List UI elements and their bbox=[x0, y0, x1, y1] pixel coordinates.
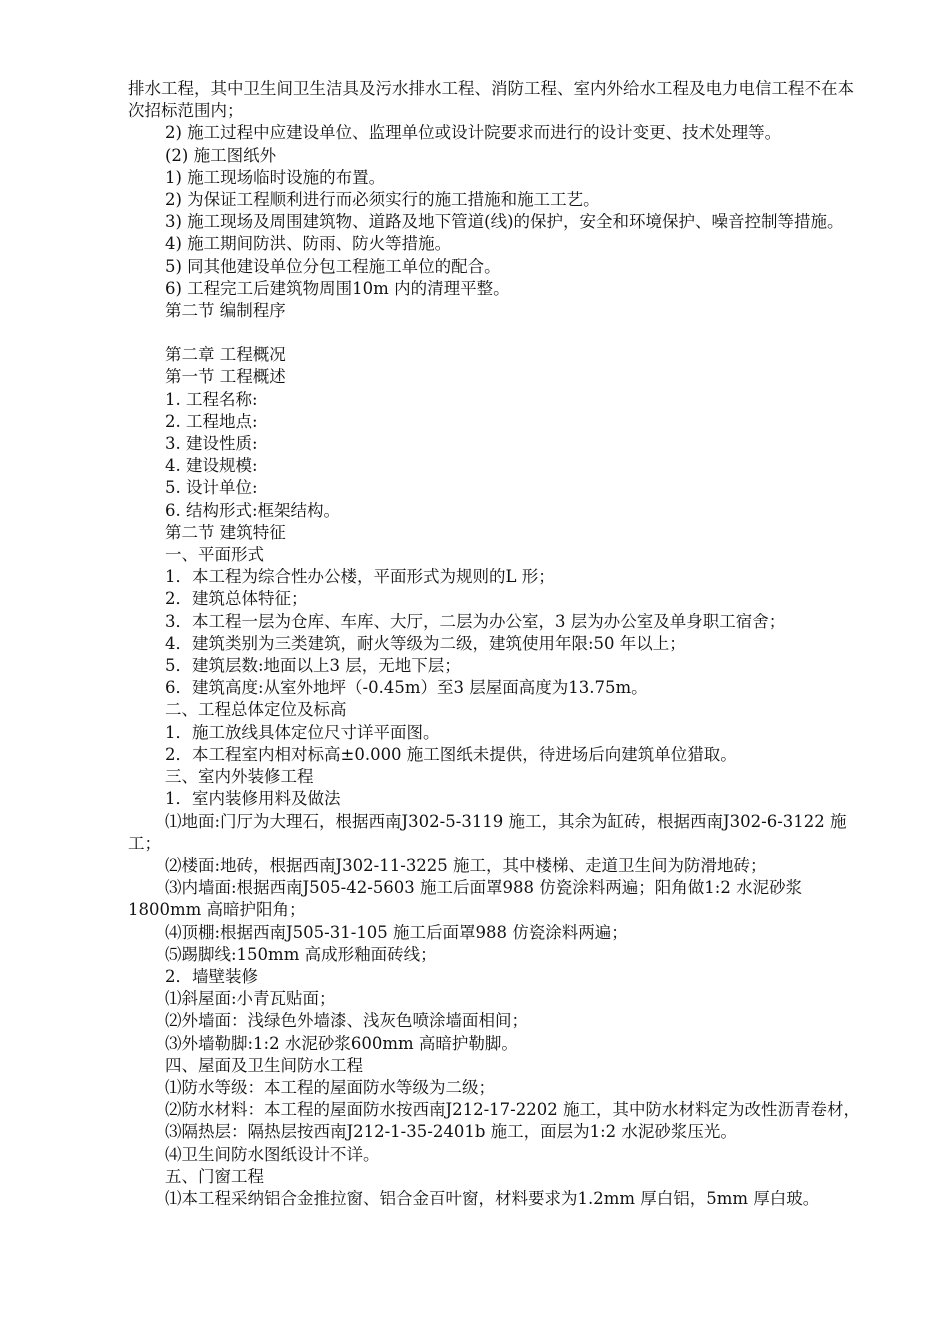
text-line: 一、平面形式 bbox=[165, 545, 264, 565]
text-line: 1．室内装修用料及做法 bbox=[165, 789, 341, 809]
text-line: 五、门窗工程 bbox=[165, 1166, 264, 1186]
text-line: 2) 施工过程中应建设单位、监理单位或设计院要求而进行的设计变更、技术处理等。 bbox=[165, 123, 782, 143]
text-line: ⑷卫生间防水图纸设计不详。 bbox=[165, 1144, 380, 1164]
text-line: 3) 施工现场及周围建筑物、道路及地下管道(线)的保护，安全和环境保护、噪音控制等措施。 bbox=[165, 212, 844, 232]
text-line: 2．建筑总体特征； bbox=[165, 589, 308, 609]
text-line: 2．本工程室内相对标高±0.000 施工图纸未提供，待进场后向建筑单位猎取。 bbox=[165, 744, 737, 764]
text-line: 二、工程总体定位及标高 bbox=[165, 700, 347, 720]
text-line: 3. 建设性质: bbox=[165, 434, 258, 454]
text-line: 第二节 编制程序 bbox=[165, 301, 286, 321]
text-line: 三、室内外装修工程 bbox=[165, 767, 314, 787]
text-line: 第二章 工程概况 bbox=[165, 345, 286, 365]
text-line: ⑶外墙勒脚:1:2 水泥砂浆600mm 高暗护勒脚。 bbox=[165, 1033, 518, 1053]
text-line: ⑴斜屋面:小青瓦贴面； bbox=[165, 989, 336, 1009]
text-line: 第二节 建筑特征 bbox=[165, 522, 286, 542]
text-line: 4．建筑类别为三类建筑，耐火等级为二级，建筑使用年限:50 年以上； bbox=[165, 633, 686, 653]
text-line: 4. 建设规模: bbox=[165, 456, 258, 476]
text-line: 6) 工程完工后建筑物周围10m 内的清理平整。 bbox=[165, 278, 510, 298]
text-line: 1．施工放线具体定位尺寸详平面图。 bbox=[165, 722, 440, 742]
text-line: ⑶隔热层：隔热层按西南J212-1-35-2401b 施工，面层为1:2 水泥砂浆压光。 bbox=[165, 1122, 737, 1142]
text-line: ⑵楼面:地砖，根据西南J302-11-3225 施工，其中楼梯、走道卫生间为防滑地砖； bbox=[165, 855, 767, 875]
text-line: (2) 施工图纸外 bbox=[165, 145, 277, 165]
text-line: 6．建筑高度:从室外地坪（-0.45m）至3 层屋面高度为13.75m。 bbox=[165, 678, 648, 698]
text-line: ⑵防水材料：本工程的屋面防水按西南J212-17-2202 施工，其中防水材料定为改性沥青卷材， bbox=[165, 1100, 860, 1120]
text-line: 2．墙壁装修 bbox=[165, 966, 258, 986]
text-line: ⑵外墙面：浅绿色外墙漆、浅灰色喷涂墙面相间； bbox=[165, 1011, 528, 1031]
text-line: ⑸踢脚线:150mm 高成形釉面砖线； bbox=[165, 944, 437, 964]
text-line: 6. 结构形式:框架结构。 bbox=[165, 500, 341, 520]
text-line: 2. 工程地点: bbox=[165, 411, 258, 431]
text-line: ⑶内墙面:根据西南J505-42-5603 施工后面罩988 仿瓷涂料两遍；阳角做1:2 水泥砂浆1800mm 高暗护阳角； bbox=[128, 878, 803, 920]
text-line: 3．本工程一层为仓库、车库、大厅，二层为办公室，3 层为办公室及单身职工宿舍； bbox=[165, 611, 786, 631]
text-line: 第一节 工程概述 bbox=[165, 367, 286, 387]
text-line: ⑴地面:门厅为大理石，根据西南J302-5-3119 施工，其余为缸砖，根据西南J302-6-3122 施工； bbox=[128, 811, 847, 853]
text-line: 排水工程，其中卫生间卫生洁具及污水排水工程、消防工程、室内外给水工程及电力电信工程不在本次招标范围内； bbox=[128, 79, 854, 121]
text-line: 5) 同其他建设单位分包工程施工单位的配合。 bbox=[165, 256, 501, 276]
text-line: 1．本工程为综合性办公楼，平面形式为规则的L 形； bbox=[165, 567, 555, 587]
blank-line bbox=[128, 322, 870, 344]
text-line: 2) 为保证工程顺利进行而必须实行的施工措施和施工工艺。 bbox=[165, 190, 600, 210]
text-line: 5. 设计单位: bbox=[165, 478, 258, 498]
text-line: ⑴防水等级：本工程的屋面防水等级为二级； bbox=[165, 1077, 495, 1097]
text-line: 1. 工程名称: bbox=[165, 389, 258, 409]
text-line: 5．建筑层数:地面以上3 层，无地下层； bbox=[165, 656, 461, 676]
text-line: 4) 施工期间防洪、防雨、防火等措施。 bbox=[165, 234, 452, 254]
text-line: ⑷顶棚:根据西南J505-31-105 施工后面罩988 仿瓷涂料两遍； bbox=[165, 922, 628, 942]
text-line: ⑴本工程采纳铝合金推拉窗、铝合金百叶窗，材料要求为1.2mm 厚白铝，5mm 厚白玻。 bbox=[165, 1188, 820, 1208]
text-line: 1) 施工现场临时设施的布置。 bbox=[165, 167, 386, 187]
text-line: 四、屋面及卫生间防水工程 bbox=[165, 1055, 363, 1075]
